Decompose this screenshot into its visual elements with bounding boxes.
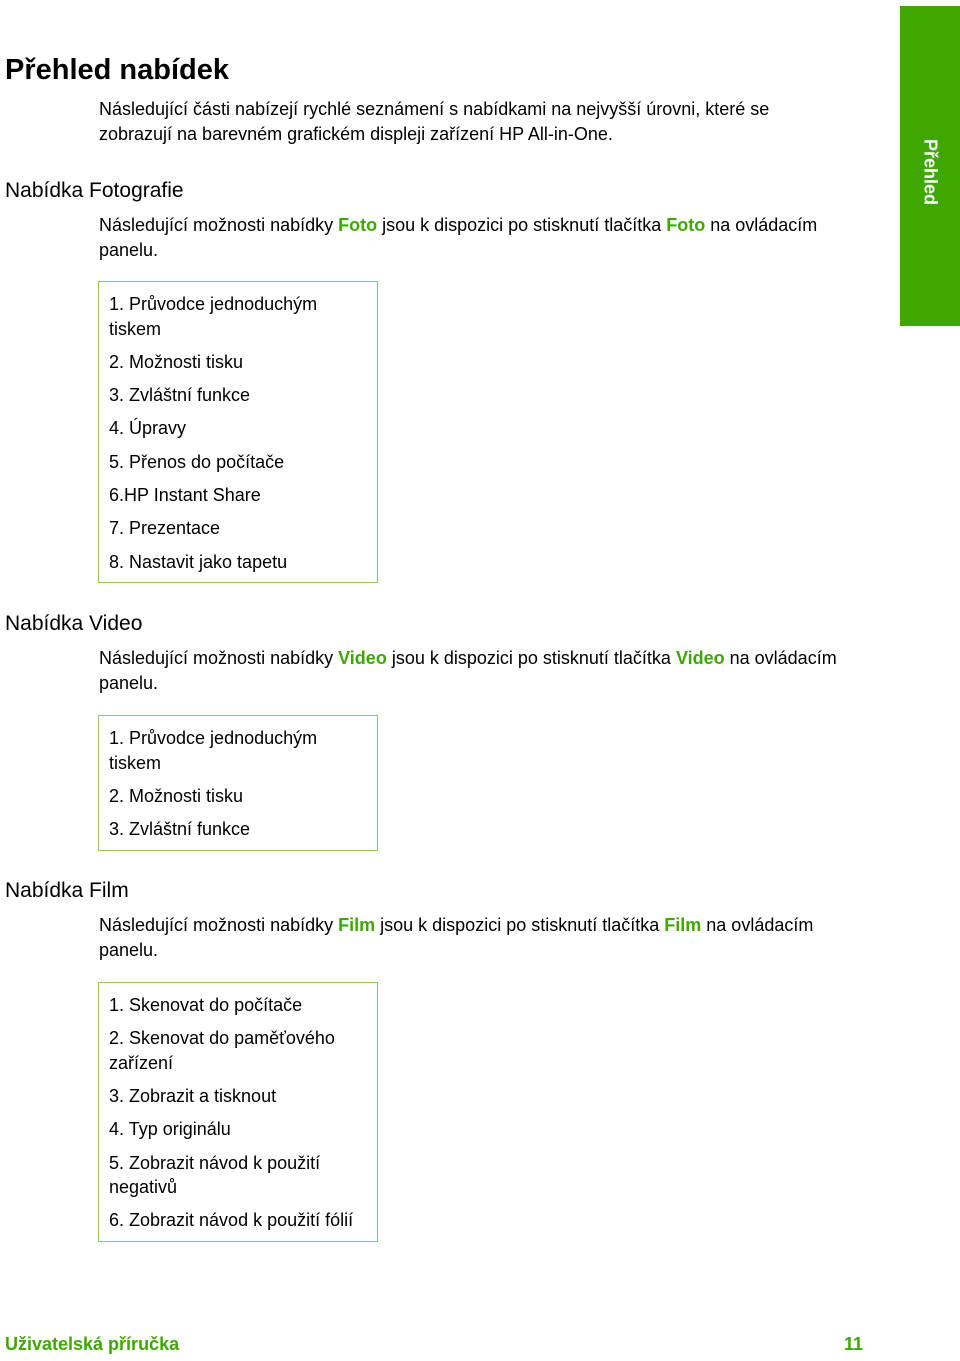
text-part: Následující možnosti nabídky	[99, 915, 339, 935]
intro-paragraph: Následující části nabízejí rychlé seznámení s nabídkami na nejvyšší úrovni, které se zobrazují na barevném grafickém displeji zařízení HP All-in-One.	[99, 99, 770, 144]
text-part: jsou k dispozici po stisknutí tlačítka	[386, 648, 676, 668]
menu-item: 8. Nastavit jako tapetu	[109, 551, 288, 572]
menu-item: 2. Skenovat do paměťového zařízení	[109, 1028, 335, 1073]
button-name-highlight: Film	[664, 915, 702, 935]
menu-box-video	[98, 715, 378, 851]
menu-item: 7. Prezentace	[109, 518, 221, 539]
section-text-foto	[99, 213, 839, 262]
side-tab	[900, 6, 960, 326]
section-text-film	[99, 913, 839, 962]
section-heading-film: Nabídka Film	[5, 879, 129, 902]
text-part: Následující možnosti nabídky	[99, 215, 339, 235]
text-part: Následující možnosti nabídky	[99, 648, 339, 668]
text-part: jsou k dispozici po stisknutí tlačítka	[377, 215, 667, 235]
text-part: na ovládacím panelu.	[99, 915, 814, 960]
menu-item: 2. Možnosti tisku	[109, 785, 244, 806]
footer-title: Uživatelská příručka	[5, 1334, 180, 1354]
menu-item: 1. Průvodce jednoduchým tiskem	[109, 294, 318, 339]
menu-box-foto	[98, 281, 378, 583]
menu-box-film	[98, 982, 378, 1242]
menu-item: 2. Možnosti tisku	[109, 351, 244, 372]
text-part: na ovládacím panelu.	[99, 648, 837, 693]
button-name-highlight: Video	[675, 648, 725, 668]
menu-item: 6.HP Instant Share	[109, 484, 261, 505]
text-part: na ovládacím panelu.	[99, 215, 818, 260]
menu-item: 4. Typ originálu	[109, 1119, 231, 1140]
menu-item: 1. Průvodce jednoduchým tiskem	[109, 728, 318, 773]
menu-item: 4. Úpravy	[109, 418, 187, 439]
menu-item: 5. Přenos do počítače	[109, 451, 285, 472]
menu-item: 5. Zobrazit návod k použití negativů	[109, 1152, 321, 1198]
page-number: 11	[844, 1334, 864, 1354]
section-heading-foto: Nabídka Fotografie	[5, 179, 184, 202]
button-name-highlight: Foto	[338, 215, 378, 235]
text-part: jsou k dispozici po stisknutí tlačítka	[375, 915, 665, 935]
button-name-highlight: Film	[338, 915, 376, 935]
section-heading-video: Nabídka Video	[5, 612, 143, 635]
page-title: Přehled nabídek	[5, 54, 230, 86]
side-tab-label: Přehled	[920, 138, 941, 206]
menu-item: 6. Zobrazit návod k použití fólií	[109, 1210, 354, 1231]
menu-item: 1. Skenovat do počítače	[109, 995, 303, 1015]
section-text-video	[99, 646, 839, 695]
button-name-highlight: Video	[338, 648, 387, 668]
menu-item: 3. Zvláštní funkce	[109, 385, 251, 406]
menu-item: 3. Zvláštní funkce	[109, 819, 251, 840]
button-name-highlight: Foto	[666, 215, 706, 235]
menu-item: 3. Zobrazit a tisknout	[109, 1086, 277, 1107]
